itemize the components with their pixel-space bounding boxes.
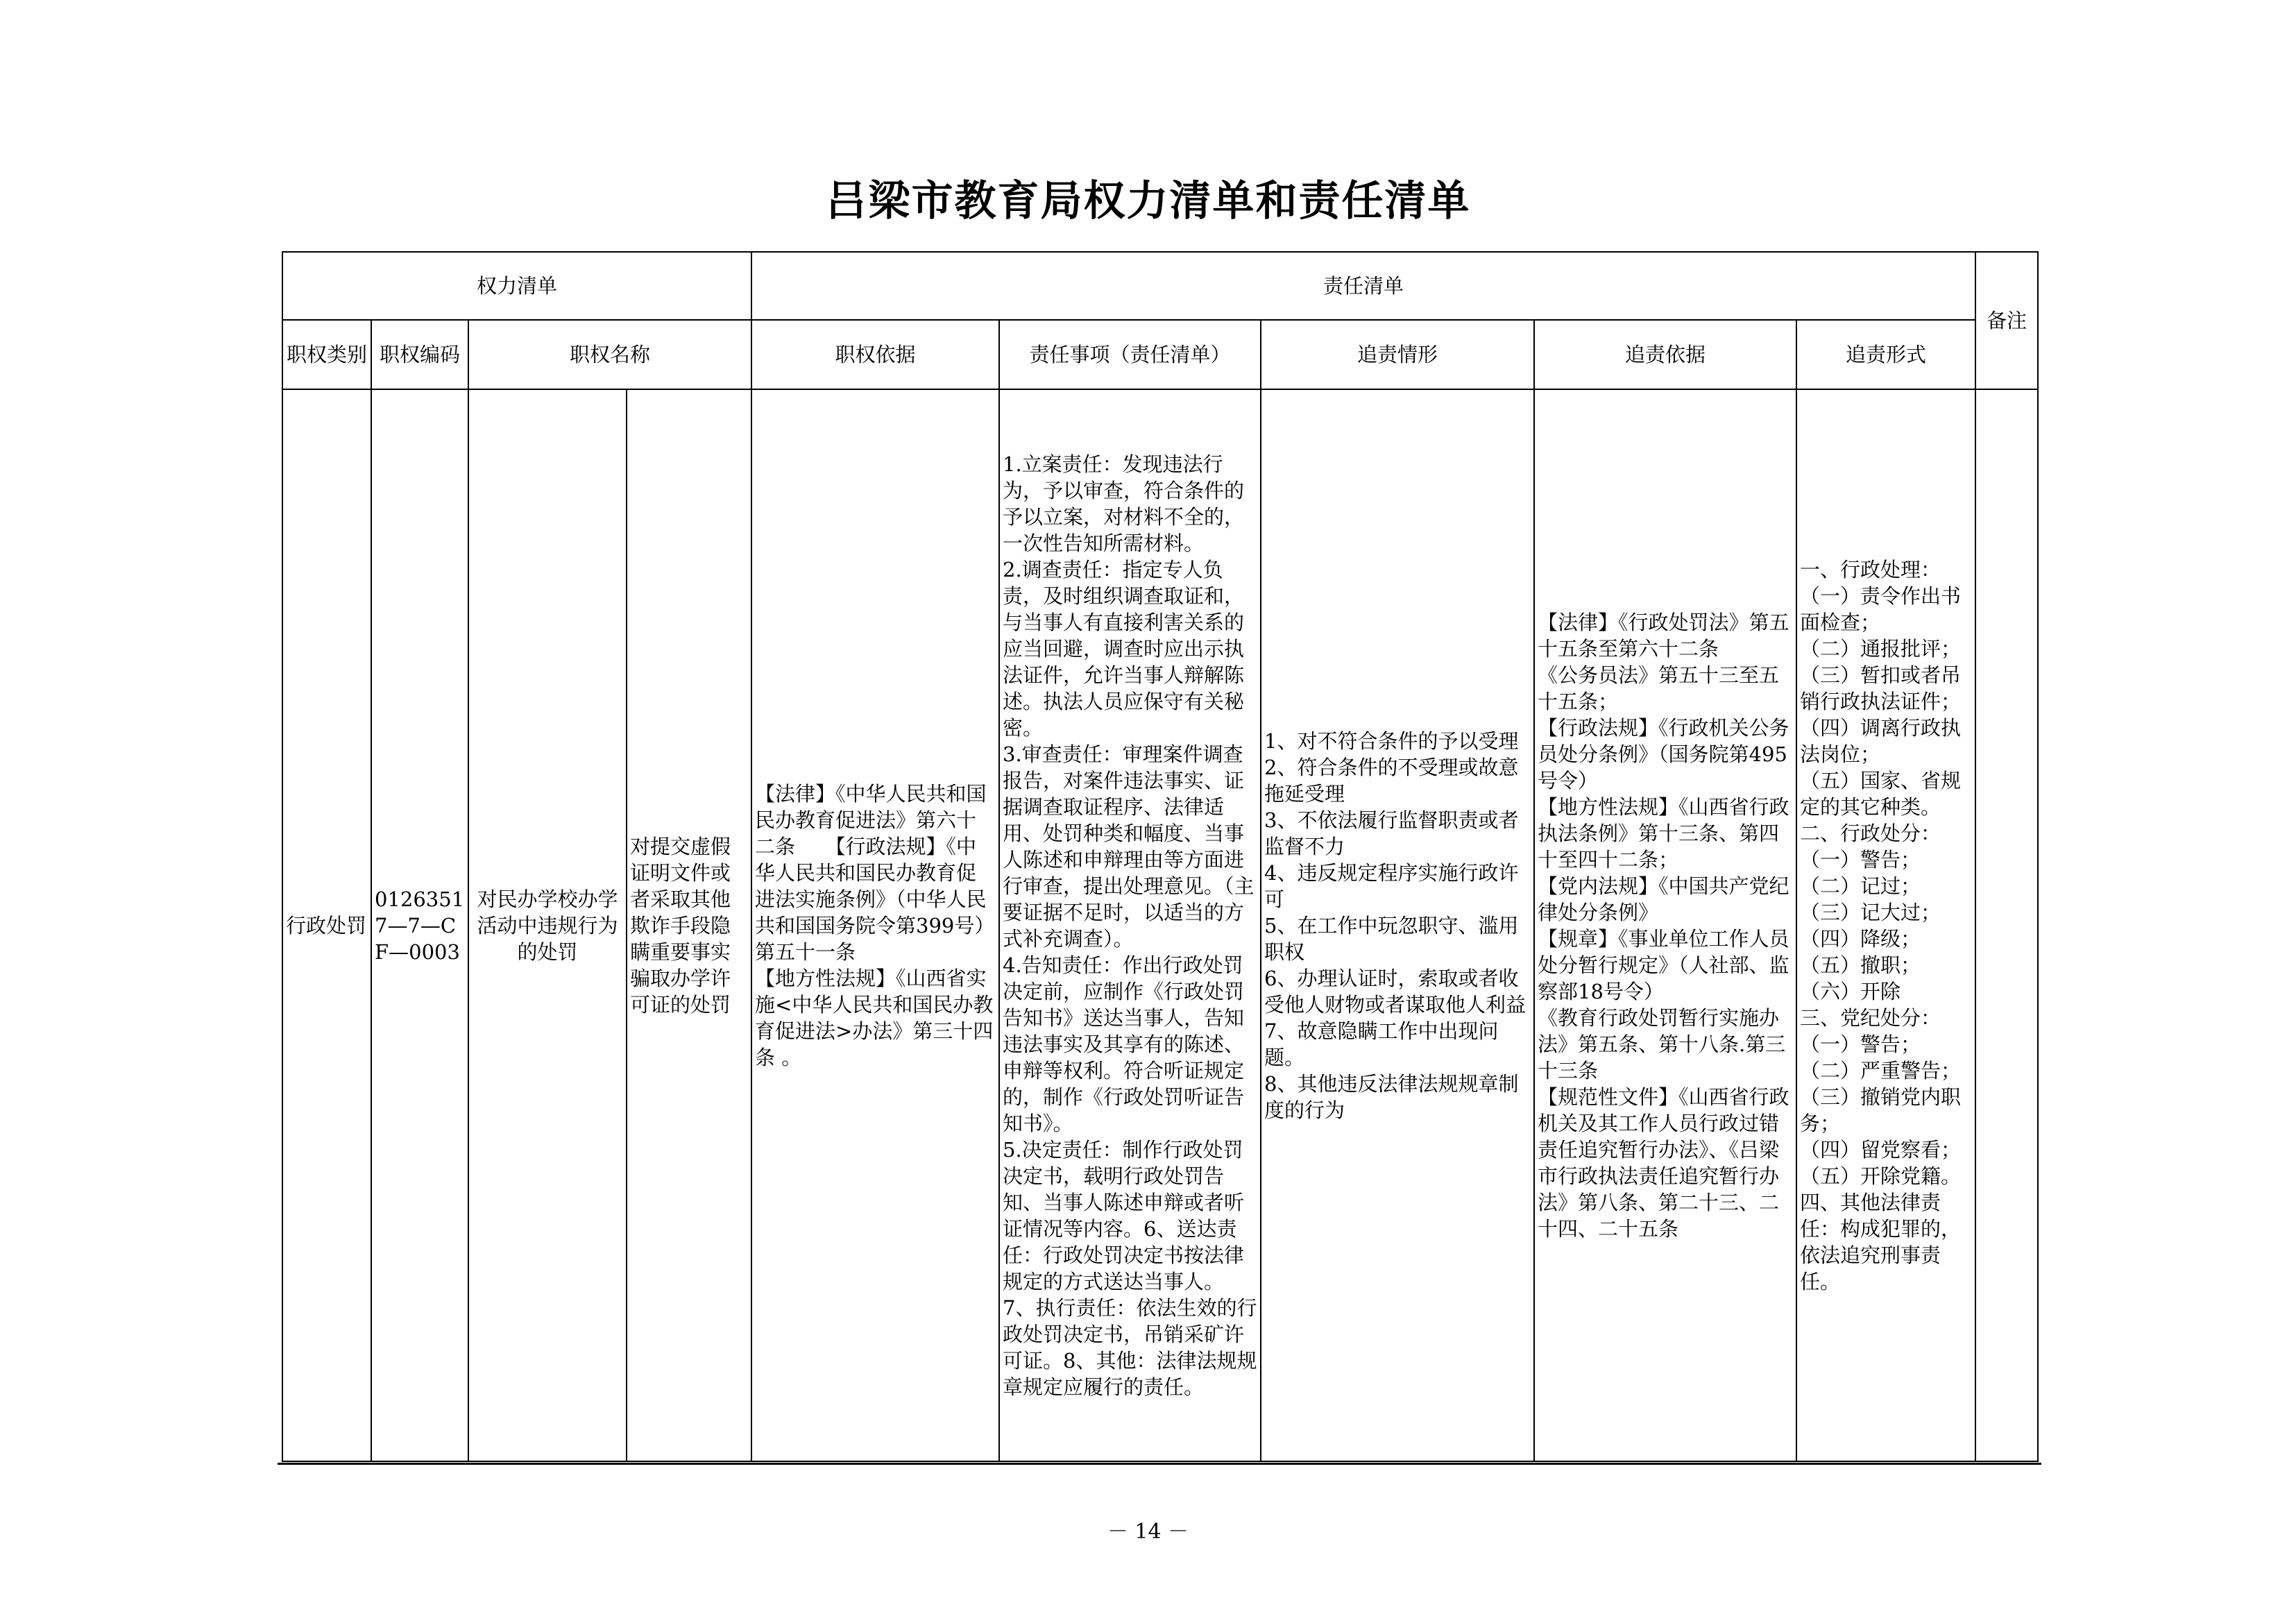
table-bottom-rule [278,1463,2041,1465]
accountability-cases-header: 追责情形 [1261,320,1534,389]
duty-item: 5.决定责任：制作行政处罚决定书，载明行政处罚告知、当事人陈述申辩或者听证情况等内容。6、送达责任：行政处罚决定书按法律规定的方式送达当事人。 [1003,1137,1245,1293]
accountability-form: （一）责令作出书面检查； [1800,584,1962,634]
accountability-form: 二、行政处分： [1800,821,1941,845]
accountability-form: 一、行政处理： [1800,557,1941,581]
accountability-form: （二）通报批评； [1800,636,1962,661]
accountability-form: （三）暂扣或者吊销行政执法证件； [1800,663,1962,713]
basis-header: 职权依据 [751,320,999,389]
accountability-basis-line: 【规章】《事业单位工作人员处分暂行规定》（人社部、监察部18号令） [1538,926,1789,1003]
accountability-basis-cell [1534,389,1796,1461]
accountability-form: 三、党纪处分： [1800,1005,1941,1030]
accountability-case: 3、不依法履行监督职责或者监督不力 [1264,808,1519,858]
accountability-form: 四、其他法律责任：构成犯罪的，依法追究刑事责任。 [1800,1190,1962,1293]
accountability-basis-header: 追责依据 [1534,320,1796,389]
accountability-form: （一）警告； [1800,847,1921,872]
accountability-basis-line: 【行政法规】《行政机关公务员处分条例》（国务院第495号令） [1538,715,1789,792]
accountability-cases-cell [1261,389,1534,1461]
duty-items-cell [999,389,1261,1461]
remarks-cell [1975,389,2038,1461]
accountability-form: （六）开除 [1800,979,1901,1003]
duty-items-header: 责任事项（责任清单） [999,320,1261,389]
basis-cell [751,389,999,1461]
accountability-basis-line: 《公务员法》第五十三至五十五条； [1538,663,1780,713]
accountability-form: （四）留党察看； [1800,1137,1962,1162]
accountability-form: （五）开除党籍。 [1800,1164,1962,1188]
accountability-case: 7、故意隐瞒工作中出现问题。 [1264,1019,1499,1069]
duty-item: 3.审查责任：审理案件调查报告，对案件违法事实、证据调查取证程序、法律适用、处罚种类和幅度、当事人陈述和申辩理由等方面进行审查，提出处理意见。（主要证据不足时，以适当的方式补充调查）。 [1003,742,1255,951]
name-sub-cell: 对提交虚假证明文件或者采取其他欺诈手段隐瞒重要事实骗取办学许可证的处罚 [627,389,751,1461]
accountability-forms-cell [1796,389,1975,1461]
basis-line: 【法律】《中华人民共和国民办教育促进法》第六十二条 【行政法规】《中华人民共和国民办教育促进法实施条例》（中华人民共和国国务院令第399号）第五十一条 [755,781,995,964]
accountability-form: （三）记大过； [1800,900,1941,924]
accountability-form: （四）降级； [1800,926,1921,951]
responsibility-list-header: 责任清单 [751,252,1975,320]
accountability-form: （二）严重警告； [1800,1058,1962,1082]
accountability-case: 6、办理认证时，索取或者收受他人财物或者谋取他人利益 [1264,966,1527,1017]
accountability-basis-line: 【地方性法规】《山西省行政执法条例》第十三条、第四十至四十二条； [1538,794,1789,872]
code-header: 职权编码 [371,320,468,389]
accountability-case: 1、对不符合条件的予以受理 [1264,729,1519,753]
accountability-form: （四）调离行政执法岗位； [1800,715,1962,766]
power-responsibility-table [282,251,2039,1462]
duty-item: 4.告知责任：作出行政处罚决定前，应制作《行政处罚告知书》送达当事人，告知违法事实及其享有的陈述、申辩等权利。符合听证规定的，制作《行政处罚听证告知书》。 [1003,953,1245,1135]
name-main-cell: 对民办学校办学活动中违规行为的处罚 [468,389,627,1461]
accountability-basis-line: 【规范性文件】《山西省行政机关及其工作人员行政过错责任追究暂行办法》、《吕梁市行政执法责任追究暂行办法》第八条、第二十三、二十四、二十五条 [1538,1085,1789,1241]
accountability-basis-line: 【法律】《行政处罚法》第五十五条至第六十二条 [1538,610,1789,661]
accountability-form: （三）撤销党内职务； [1800,1085,1962,1135]
code-cell: 01263517—7—CF—0003 [371,389,468,1461]
page-title: 吕梁市教育局权力清单和责任清单 [825,177,1471,226]
category-header: 职权类别 [282,320,371,389]
accountability-form: （二）记过； [1800,874,1921,898]
accountability-basis-line: 《教育行政处罚暂行实施办法》第五条、第十八条.第三十三条 [1538,1005,1786,1082]
duty-item: 1.立案责任：发现违法行为，予以审查，符合条件的予以立案，对材料不全的，一次性告知所需材料。 [1003,452,1245,555]
power-list-header: 权力清单 [282,252,751,320]
accountability-case: 8、其他违反法律法规规章制度的行为 [1264,1071,1519,1122]
duty-item: 7、执行责任：依法生效的行政处罚决定书，吊销采矿许可证。8、其他：法律法规规章规定应履行的责任。 [1003,1295,1257,1399]
page-number: － 14 － [1107,1520,1189,1544]
accountability-forms-header: 追责形式 [1796,320,1975,389]
accountability-basis-line: 【党内法规】《中国共产党纪律处分条例》 [1538,874,1789,924]
remarks-header: 备注 [1975,252,2038,389]
duty-item: 2.调查责任：指定专人负责，及时组织调查取证和，与当事人有直接利害关系的应当回避，调查时应出示执法证件，允许当事人辩解陈述。执法人员应保守有关秘密。 [1003,557,1245,740]
accountability-case: 5、在工作中玩忽职守、滥用职权 [1264,913,1519,964]
basis-line: 【地方性法规】《山西省实施<中华人民共和国民办教育促进法>办法》第三十四条 。 [755,966,994,1069]
category-cell: 行政处罚 [282,389,371,1461]
accountability-form: （五）国家、省规定的其它种类。 [1800,768,1962,819]
accountability-form: （五）撤职； [1800,953,1921,977]
table-row [282,389,2038,1461]
name-header: 职权名称 [468,320,751,389]
accountability-case: 4、违反规定程序实施行政许可 [1264,860,1519,911]
accountability-case: 2、符合条件的不受理或故意拖延受理 [1264,755,1519,806]
accountability-form: （一）警告； [1800,1032,1921,1056]
